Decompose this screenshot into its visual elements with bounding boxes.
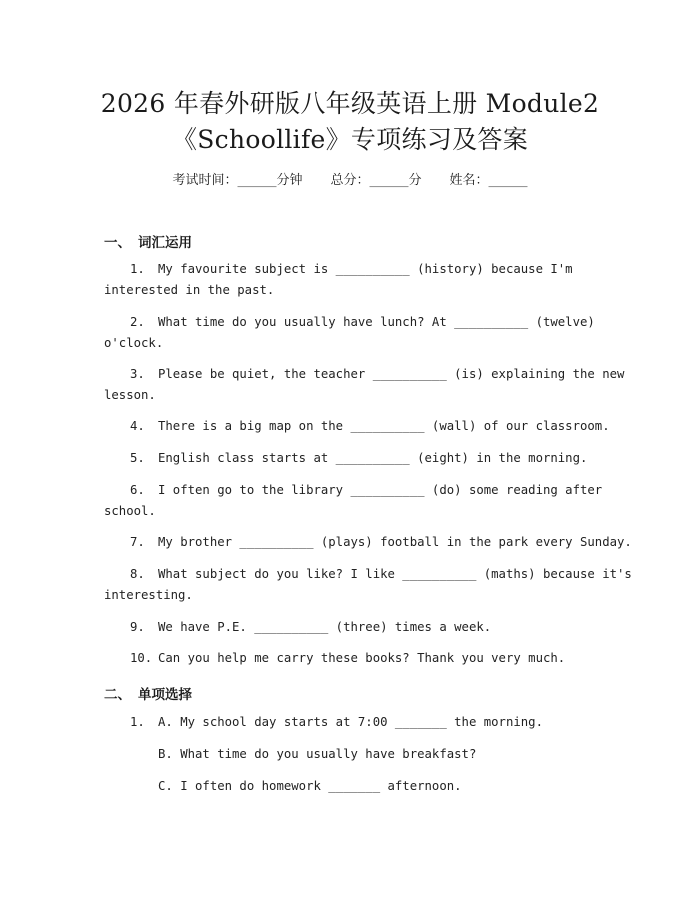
question-text-continued: interesting. bbox=[104, 588, 193, 602]
section-1-heading bbox=[104, 231, 192, 251]
question-number: 7. bbox=[130, 535, 145, 549]
document-title-line2: 《Schoollife》专项练习及答案 bbox=[171, 125, 529, 154]
question-number: 1. bbox=[130, 715, 145, 729]
question-number: 5. bbox=[130, 451, 145, 465]
question-number: 9. bbox=[130, 620, 145, 634]
question-text-continued: lesson. bbox=[104, 388, 156, 402]
section-2-number: 二、 bbox=[104, 687, 131, 703]
question-text: Can you help me carry these books? Thank you very much. bbox=[158, 651, 566, 665]
question-text: My brother __________ (plays) football in the park every Sunday. bbox=[158, 535, 632, 549]
question-number: 1. bbox=[130, 262, 145, 276]
question-1-5 bbox=[104, 448, 604, 469]
question-text-continued: school. bbox=[104, 504, 156, 518]
exam-meta bbox=[0, 169, 700, 188]
name-field: 姓名：______ bbox=[449, 173, 528, 188]
question-text-continued: o'clock. bbox=[104, 336, 164, 350]
option-text: A. My school day starts at 7:00 _______ the morning. bbox=[158, 715, 543, 729]
question-text: What subject do you like? I like __________ (maths) because it's bbox=[158, 567, 632, 581]
question-1-2 bbox=[104, 312, 604, 354]
question-1-1 bbox=[104, 259, 604, 301]
section-2-title: 单项选择 bbox=[138, 687, 192, 703]
question-text: Please be quiet, the teacher __________ (is) explaining the new bbox=[158, 367, 625, 381]
question-text: English class starts at __________ (eight) in the morning. bbox=[158, 451, 588, 465]
question-number: 10. bbox=[130, 651, 153, 665]
section-1-number: 一、 bbox=[104, 235, 131, 251]
question-2-1-option-a bbox=[104, 712, 604, 733]
question-2-1-option-b bbox=[104, 744, 604, 765]
question-number: 6. bbox=[130, 483, 145, 497]
question-number: 8. bbox=[130, 567, 145, 581]
section-1-title: 词汇运用 bbox=[138, 235, 192, 251]
question-1-4 bbox=[104, 416, 610, 437]
exam-time-field: 考试时间：______分钟 bbox=[172, 173, 303, 188]
question-1-8 bbox=[104, 564, 632, 606]
question-1-6 bbox=[104, 480, 604, 522]
question-1-3 bbox=[104, 364, 625, 406]
question-number: 4. bbox=[130, 419, 145, 433]
option-text: B. What time do you usually have breakfast? bbox=[158, 747, 477, 761]
question-1-9 bbox=[104, 617, 604, 638]
question-1-10 bbox=[104, 648, 604, 669]
question-number: 2. bbox=[130, 315, 145, 329]
question-text-continued: interested in the past. bbox=[104, 283, 275, 297]
question-text: We have P.E. __________ (three) times a week. bbox=[158, 620, 492, 634]
question-2-1-option-c bbox=[104, 776, 604, 797]
question-number: 3. bbox=[130, 367, 145, 381]
question-text: What time do you usually have lunch? At __________ (twelve) bbox=[158, 315, 595, 329]
question-text: I often go to the library __________ (do) some reading after bbox=[158, 483, 603, 497]
question-1-7 bbox=[104, 532, 632, 553]
option-text: C. I often do homework _______ afternoon. bbox=[158, 779, 462, 793]
total-score-field: 总分：______分 bbox=[330, 173, 422, 188]
section-2-heading bbox=[104, 683, 192, 703]
document-title-line1: 2026 年春外研版八年级英语上册 Module2 bbox=[100, 89, 600, 118]
question-text: There is a big map on the __________ (wall) of our classroom. bbox=[158, 419, 610, 433]
question-text: My favourite subject is __________ (history) because I'm bbox=[158, 262, 573, 276]
